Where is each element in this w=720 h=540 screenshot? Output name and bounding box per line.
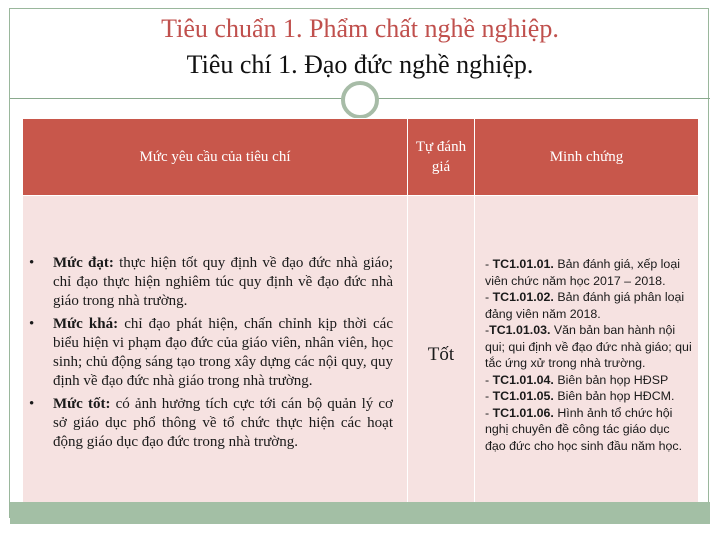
list-item [485, 289, 692, 322]
requirements-cell [23, 196, 408, 515]
evidence-text: Văn bản ban hành nội qui; qui định về đạo đức nhà giáo; qui tắc ứng xử trong nhà trường. [485, 323, 692, 370]
evidence-cell [475, 196, 699, 515]
list-item [31, 254, 393, 311]
evidence-code: TC1.01.06. [492, 405, 554, 420]
standard-title: Tiêu chuẩn 1. Phẩm chất nghề nghiệp. [161, 14, 559, 43]
requirement-text: thực hiện tốt quy định về đạo đức nhà giáo; chỉ đạo thực hiện nghiêm túc quy định về đạo đức nhà giáo trong nhà trường. [53, 255, 393, 309]
evidence-prefix: - [485, 257, 493, 271]
self-rating-value: Tốt [427, 344, 455, 365]
requirement-level: Mức đạt: [53, 255, 114, 271]
evidence-text: Bản đánh giá phân loại đảng viên năm 2018. [485, 290, 685, 321]
header-requirement: Mức yêu cầu của tiêu chí [23, 119, 408, 196]
divider-circle-ornament [341, 81, 379, 119]
evidence-code: TC1.01.03. [489, 323, 551, 337]
requirements-list [31, 254, 393, 452]
evidence-prefix: - [485, 323, 490, 337]
bullet-icon: • [29, 396, 35, 412]
list-item [485, 322, 692, 372]
list-item [485, 256, 692, 289]
requirement-text: có ảnh hưởng tích cực tới cán bộ quản lý cơ sở giáo dục phổ thông về tổ chức thực hiện các hoạt động giáo dục đạo đức trong nhà trường. [53, 396, 393, 450]
requirement-level: Mức khá: [53, 316, 119, 332]
evidence-text: Hình ảnh tổ chức hội nghị chuyên đề công tác giáo dục đạo đức cho học sinh đầu năm học. [485, 405, 683, 453]
list-item [485, 388, 692, 405]
header-evidence: Minh chứng [475, 119, 699, 196]
evidence-prefix: - [485, 389, 493, 403]
evidence-code: TC1.01.05. [492, 389, 554, 403]
list-item [31, 315, 393, 391]
bullet-icon: • [29, 316, 35, 332]
requirement-text: chỉ đạo phát hiện, chấn chỉnh kịp thời các biểu hiện vi phạm đạo đức của giáo viên, nhân viên, học sinh; chủ động sáng tạo trong xây dựng các nội quy, quy định về đạo đức nhà giáo trong nhà trường. [53, 316, 393, 389]
evidence-prefix: - [485, 290, 493, 304]
evidence-code: TC1.01.01. [492, 257, 554, 271]
evidence-code: TC1.01.04. [492, 372, 554, 387]
table-body-row [23, 196, 699, 515]
list-item [485, 372, 692, 389]
list-item [485, 405, 692, 455]
evidence-text: Biên bản họp HĐSP [553, 372, 669, 387]
criterion-title: Tiêu chí 1. Đạo đức nghề nghiệp. [186, 50, 534, 79]
table-header-row [23, 119, 699, 196]
list-item [31, 395, 393, 452]
requirement-level: Mức tốt: [53, 396, 111, 412]
evidence-prefix: - [485, 372, 493, 387]
bullet-icon: • [29, 255, 35, 271]
self-rating-cell [408, 196, 475, 515]
evidence-code: TC1.01.02. [492, 290, 554, 304]
evidence-text: Bản đánh giá, xếp loại viên chức năm học 2017 – 2018. [485, 257, 680, 288]
footer-bar [10, 502, 710, 524]
criterion-table [22, 118, 699, 515]
evidence-text: Biên bản họp HĐCM. [553, 389, 675, 403]
slide-title [0, 14, 720, 80]
header-self-rating: Tự đánh giá [408, 119, 475, 196]
evidence-prefix: - [485, 405, 493, 420]
